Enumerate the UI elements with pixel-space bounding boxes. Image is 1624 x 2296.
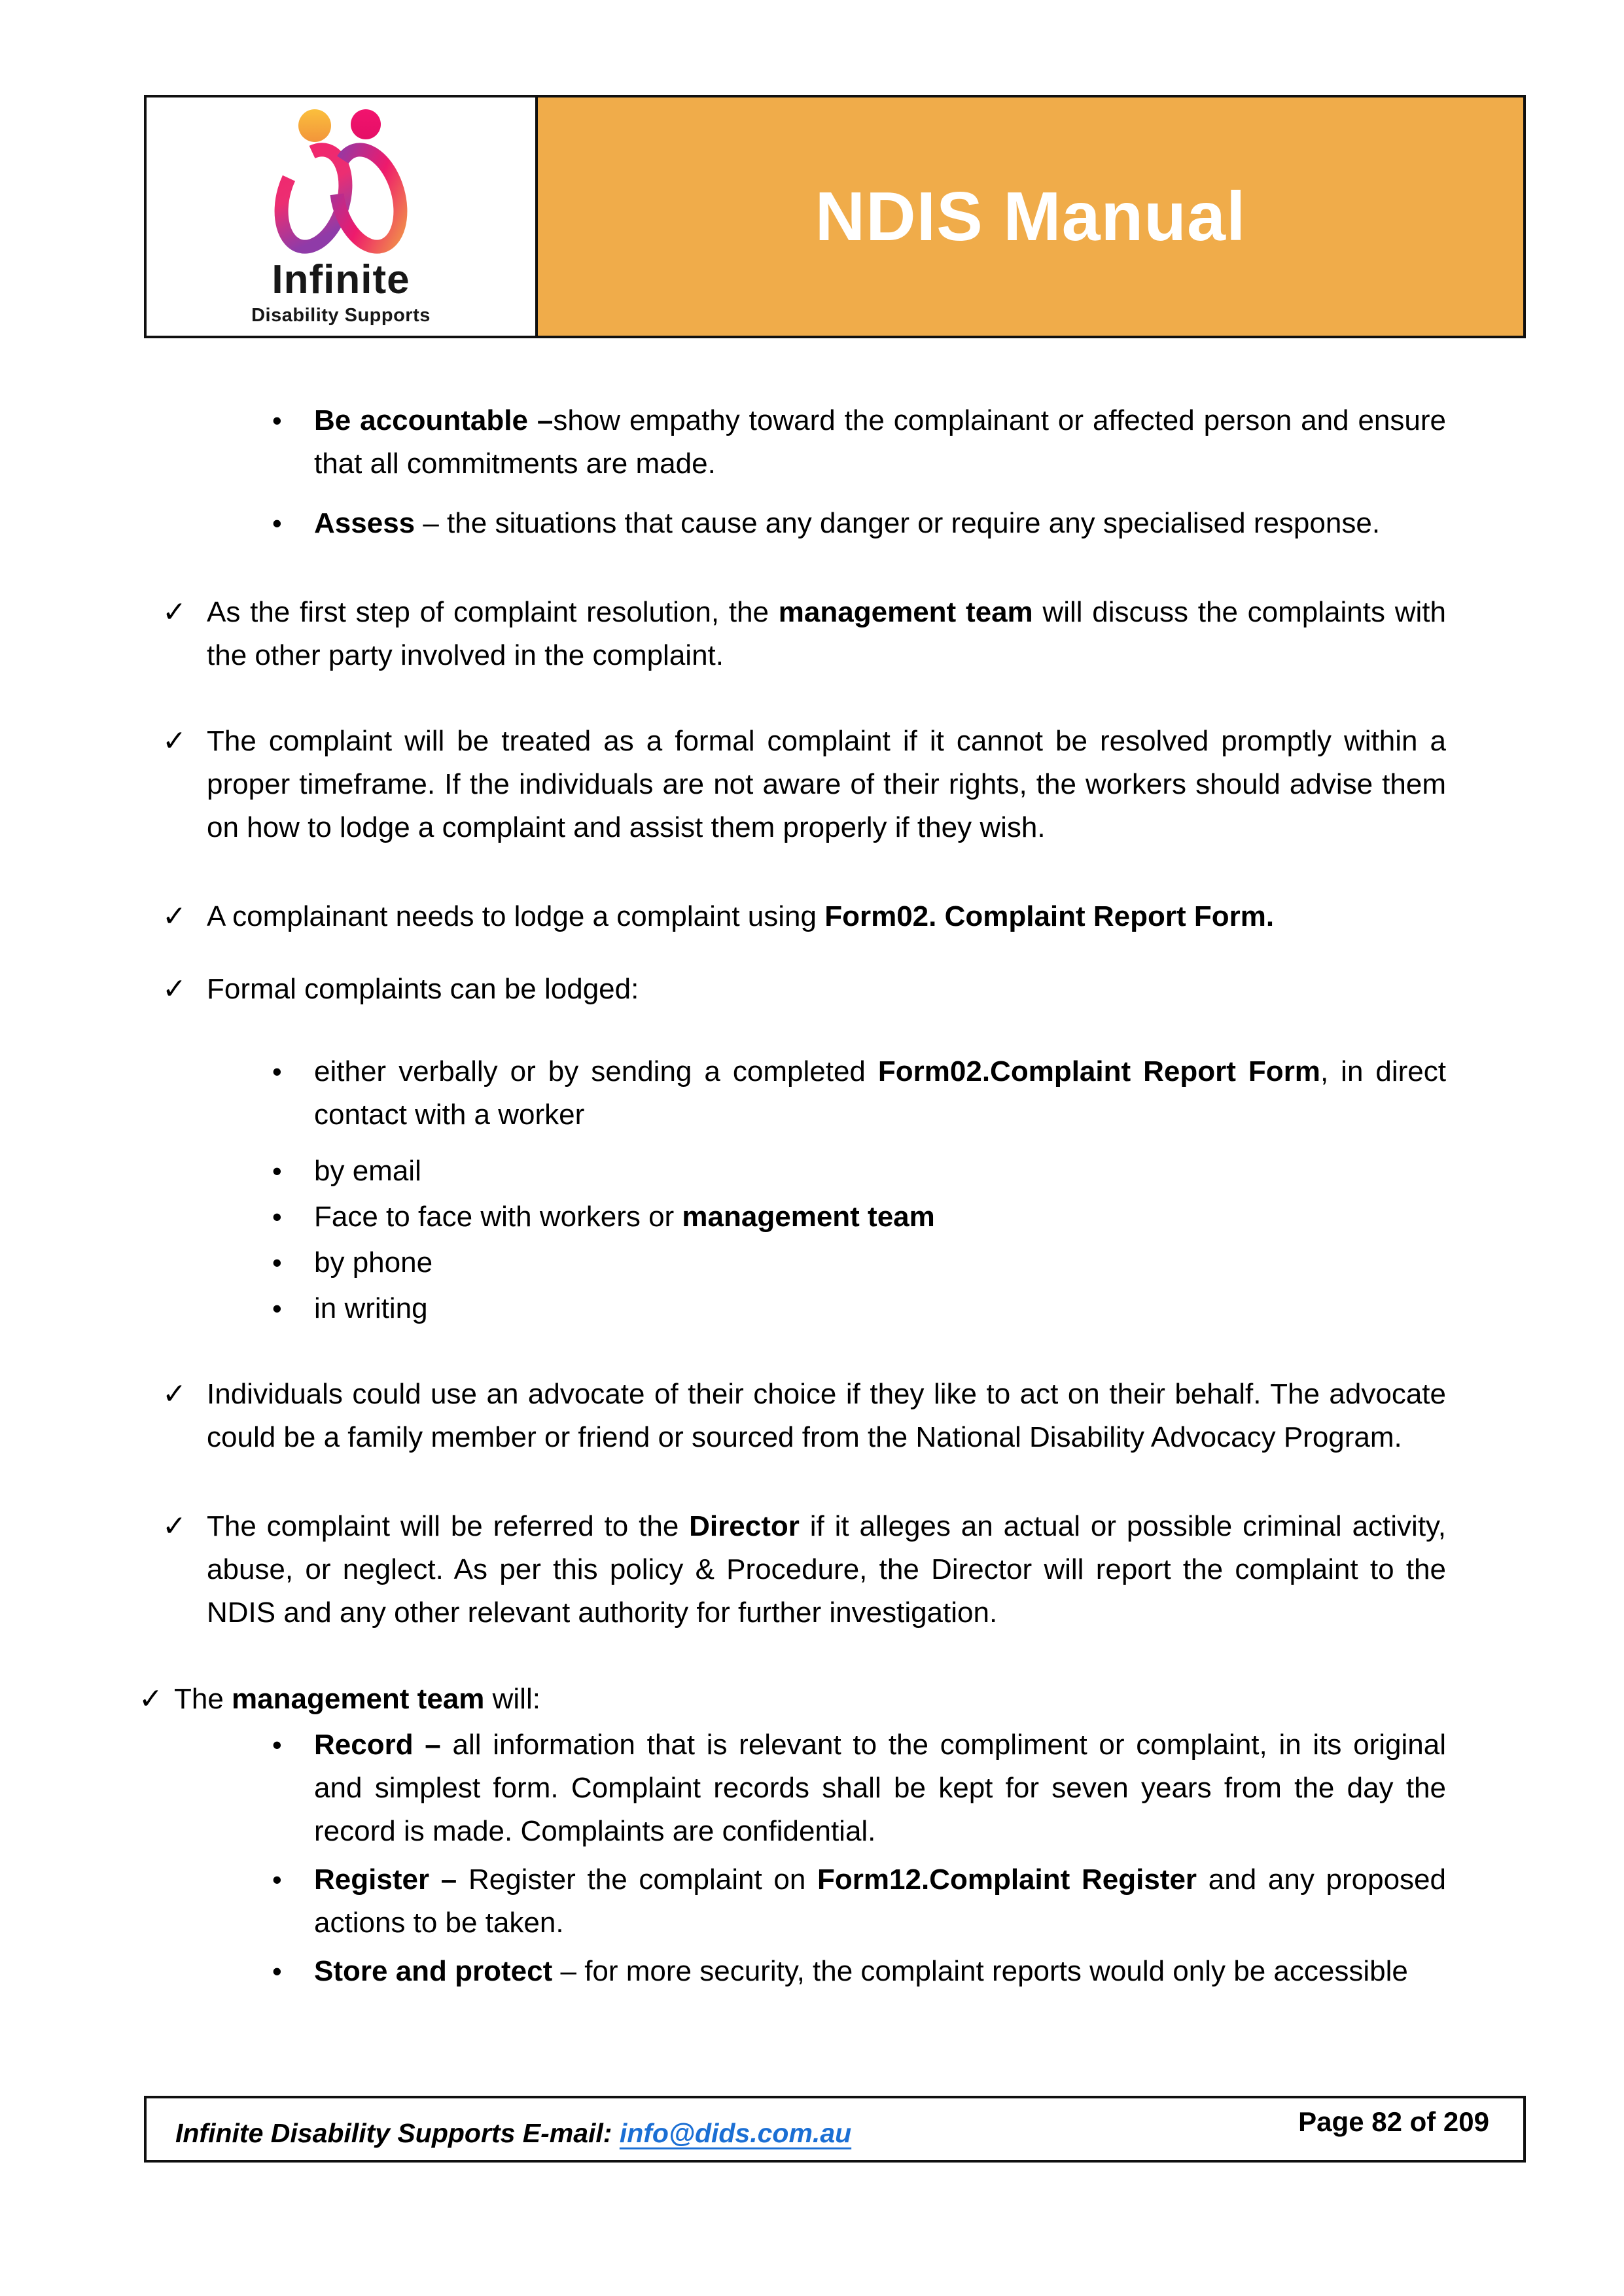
bullet-item [144,1195,1446,1239]
checkmark-icon: ✓ [162,1510,186,1542]
check-item [144,720,1446,849]
bullet-icon: • [272,1293,282,1324]
paragraph-text: Be accountable –show empathy toward the complainant or affected person and ensure that all commitments are made. [314,404,1446,480]
paragraph-text: The management team will: [174,1683,540,1715]
bullet-item [144,1150,1446,1193]
check-item [144,968,1446,1011]
content-blocks [139,399,1447,1996]
check-item [139,1678,1446,1721]
paragraph-text: either verbally or by sending a completed Form02.Complaint Report Form, in direct contact with a worker [314,1055,1447,1131]
checkmark-icon: ✓ [162,900,186,932]
checkmark-icon: ✓ [162,596,186,628]
paragraph-text: A complainant needs to lodge a complaint using Form02. Complaint Report Form. [207,900,1275,932]
bullet-item [144,399,1446,486]
paragraph-text: by email [314,1155,421,1187]
bullet-icon: • [272,508,282,539]
footer [144,2096,1526,2163]
bullet-icon: • [272,1729,282,1760]
logo-name: Infinite [272,257,410,302]
header-banner [538,97,1523,336]
checkmark-icon: ✓ [162,1378,186,1410]
logo [147,97,538,336]
bullet-icon: • [272,1056,282,1087]
bullet-item [144,1287,1446,1330]
check-item [144,1373,1446,1459]
bullet-icon: • [272,1956,282,1987]
bullet-icon: • [272,1247,282,1278]
check-item [144,591,1446,677]
bullet-item [144,502,1446,545]
paragraph-text: Record – all information that is relevant to the compliment or complaint, in its original and simplest form. Complaint records shall be kept for seven years from the day the record is made. Complaints are confidential. [314,1729,1446,1847]
paragraph-text: The complaint will be treated as a formal complaint if it cannot be resolved promptly within a proper timeframe. If the individuals are not aware of their rights, the workers should advise them on how to lodge a complaint and assist them properly if they wish. [207,725,1446,843]
check-item [144,1505,1446,1634]
page-number: Page 82 of 209 [1298,2106,1489,2137]
footer-label: Infinite Disability Supports E-mail: [175,2118,620,2148]
checkmark-icon: ✓ [139,1683,163,1715]
page-title: NDIS Manual [815,177,1246,255]
header [144,95,1526,338]
bullet-item [144,1050,1446,1137]
paragraph-text: by phone [314,1246,433,1279]
bullet-item [144,1241,1446,1284]
paragraph-text: Individuals could use an advocate of their choice if they like to act on their behalf. The advocate could be a family member or friend or sourced from the National Disability Advocacy Program. [207,1378,1446,1453]
paragraph-text: in writing [314,1292,428,1324]
paragraph-text: Assess – the situations that cause any danger or require any specialised response. [314,507,1381,539]
logo-tagline: Disability Supports [251,305,431,326]
bullet-item [144,1723,1446,1853]
checkmark-icon: ✓ [162,725,186,757]
bullet-icon: • [272,405,282,436]
email-link[interactable]: info@dids.com.au [619,2118,852,2148]
check-item [144,895,1446,938]
paragraph-text: Face to face with workers or management team [314,1201,935,1233]
bullet-item [144,1858,1446,1945]
paragraph-text: Store and protect – for more security, the complaint reports would only be accessible [314,1955,1408,1987]
checkmark-icon: ✓ [162,973,186,1005]
paragraph-text: As the first step of complaint resolution, the management team will discuss the complaints with the other party involved in the complaint. [207,596,1446,671]
infinity-logo-icon [253,107,429,258]
bullet-icon: • [272,1864,282,1895]
bullet-icon: • [272,1201,282,1232]
paragraph-text: Register – Register the complaint on Form12.Complaint Register and any proposed actions to be taken. [314,1863,1446,1939]
paragraph-text: The complaint will be referred to the Director if it alleges an actual or possible criminal activity, abuse, or neglect. As per this policy & Procedure, the Director will report the complaint to the NDIS and any other relevant authority for further investigation. [207,1510,1446,1629]
paragraph-text: Formal complaints can be lodged: [207,973,639,1005]
footer-org-email [175,2118,851,2149]
bullet-item [144,1950,1446,1993]
bullet-icon: • [272,1156,282,1186]
